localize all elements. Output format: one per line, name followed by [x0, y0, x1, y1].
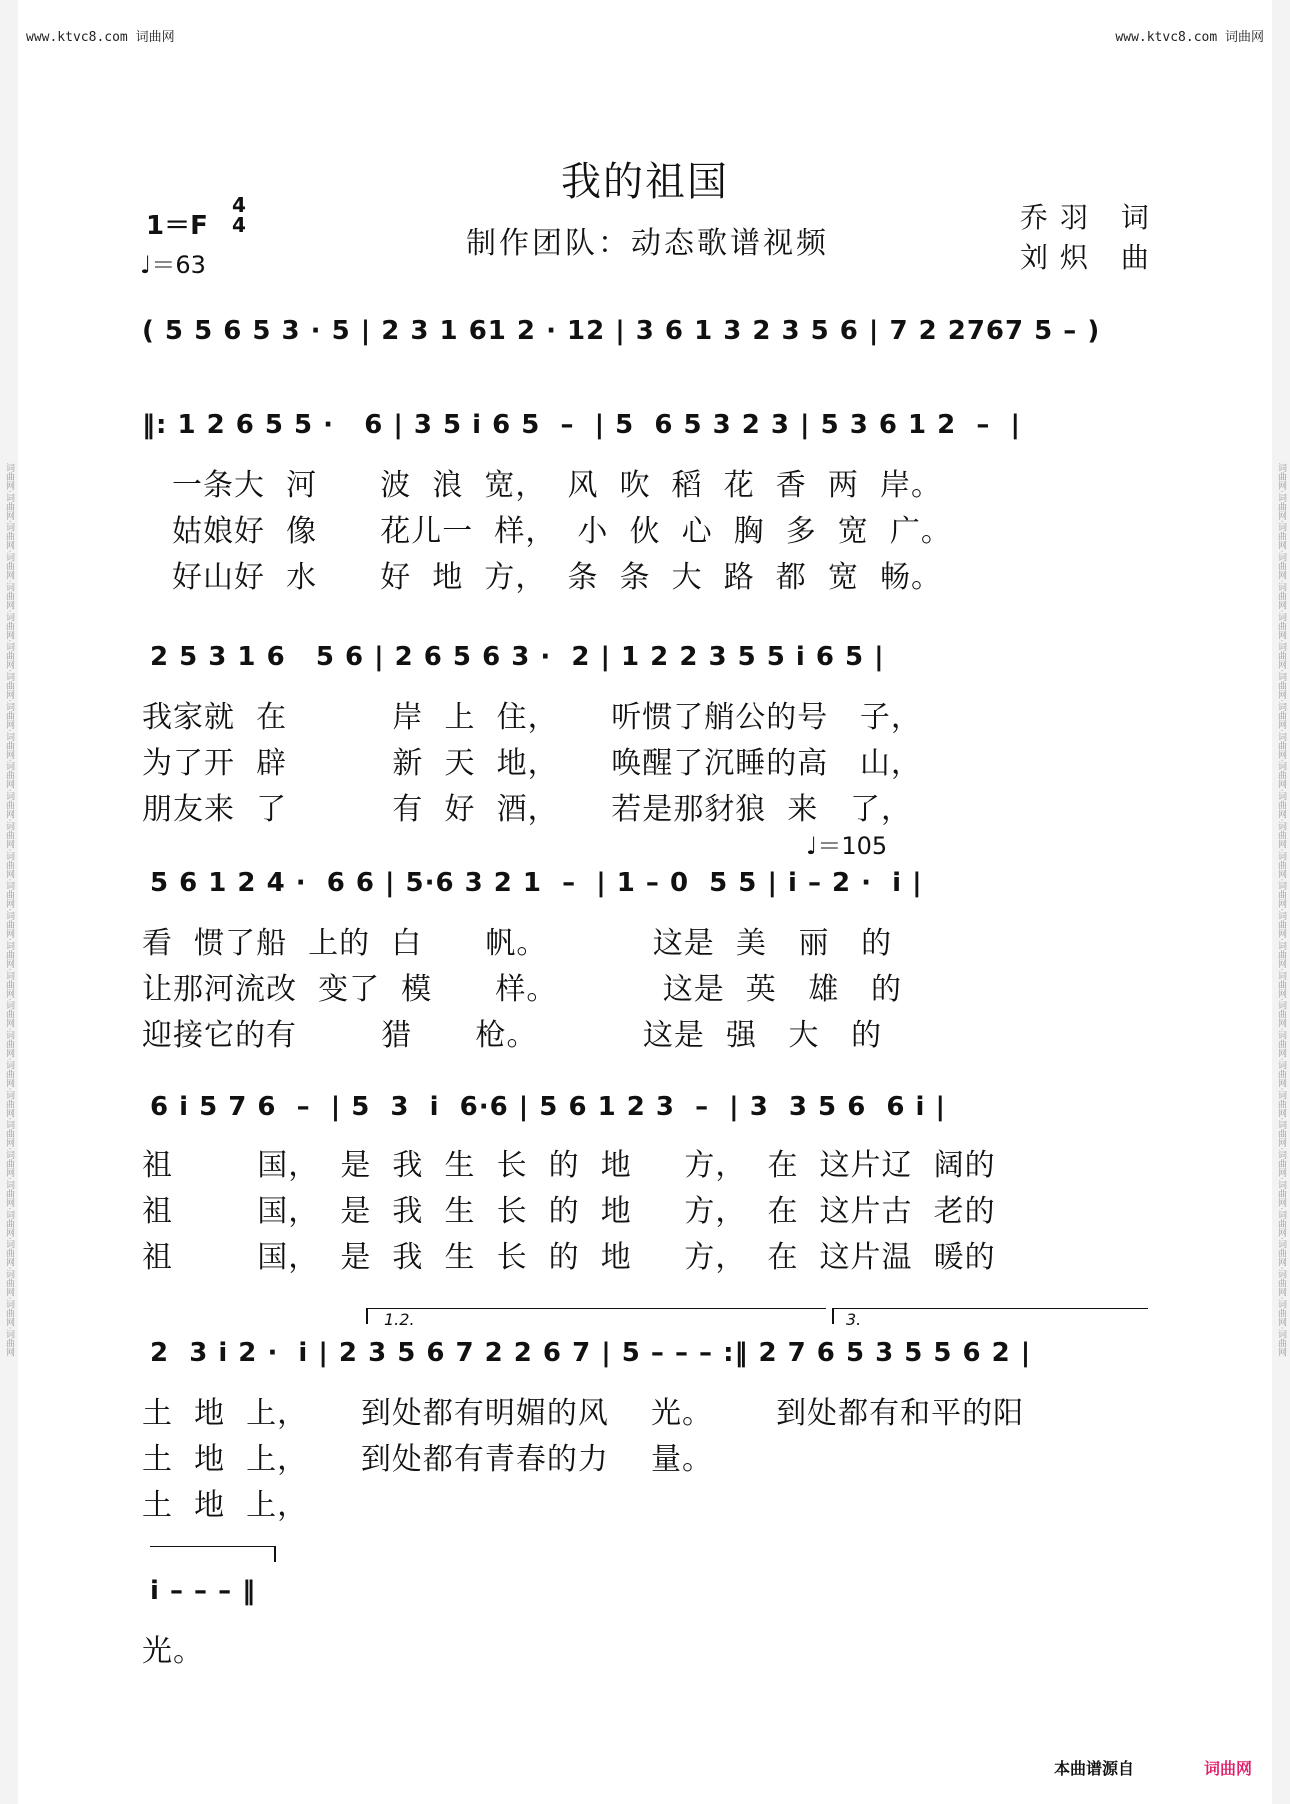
system-1-lyric-3: 好山好 水 好 地 方， 条 条 大 路 都 宽 畅。 [172, 560, 942, 595]
system-4-notes: 6 i 5 7 6 – | 5 3 i 6·6 | 5 6 1 2 3 – | 3 3 5 6 6 i | [150, 1092, 946, 1122]
volta-bracket-1-hook [366, 1308, 368, 1324]
system-5-notes: 2 3 i 2 · i | 2 3 5 6 7 2 2 6 7 | 5 – – – :‖ 2 7 6 5 3 5 5 6 2 | [150, 1338, 1032, 1368]
system-4-lyric-2: 祖 国， 是 我 生 长 的 地 方， 在 这片古 老的 [142, 1194, 996, 1229]
volta-bracket-3 [150, 1546, 276, 1547]
volta-label-2: 3. [846, 1310, 862, 1329]
volta-bracket-3-hook [274, 1546, 276, 1562]
system-2-lyric-2: 为了开 辟 新 天 地， 唤醒了沉睡的高 山， [142, 746, 922, 781]
system-5-lyric-1: 土 地 上， 到处都有明媚的风 光。 到处都有和平的阳 [142, 1396, 1025, 1431]
system-1-lyric-2: 姑娘好 像 花儿一 样， 小 伙 心 胸 多 宽 广。 [172, 514, 952, 549]
system-2-notes: 2 5 3 1 6 5 6 | 2 6 5 6 3 · 2 | 1 2 2 3 5 5 i 6 5 | [150, 642, 885, 672]
right-watermark-strip [1272, 0, 1290, 1804]
system-6-lyric: 光。 [142, 1634, 204, 1669]
system-3-notes: 5 6 1 2 4 · 6 6 | 5·6 3 2 1 – | 1 – 0 5 5 | i – 2 · i | [150, 868, 923, 898]
right-watermark: 词曲网·词曲网·词曲网·词曲网·词曲网·词曲网·词曲网·词曲网·词曲网·词曲网·词曲网·词曲网·词曲网·词曲网·词曲网·词曲网·词曲网·词曲网·词曲网·词曲网·词曲网·词曲网·词曲网·词曲网·词曲网·词曲网·词曲网·词曲网·词曲网·词曲网 [1276, 463, 1286, 1357]
lyricist-credit: 乔羽 词 [1020, 201, 1161, 234]
system-3-lyric-1: 看 惯了船 上的 白 帆。 这是 美 丽 的 [142, 926, 893, 961]
header-site-left[interactable]: www.ktvc8.com 词曲网 [26, 30, 175, 45]
system-1-notes: ‖: 1 2 6 5 5 · 6 | 3 5 i 6 5 – | 5 6 5 3 2 3 | 5 3 6 1 2 – | [142, 410, 1021, 440]
composer-credit: 刘炽 曲 [1020, 241, 1161, 274]
left-watermark-strip [0, 0, 18, 1804]
system-5-lyric-2: 土 地 上， 到处都有青春的力 量。 [142, 1442, 713, 1477]
intro-notes: ( 5 5 6 5 3 · 5 | 2 3 1 61 2 · 12 | 3 6 1 3 2 3 5 6 | 7 2 2767 5 – ) [142, 316, 1101, 346]
footer-brand-link[interactable]: 词曲网 [1204, 1759, 1253, 1778]
left-watermark: 词曲网·词曲网·词曲网·词曲网·词曲网·词曲网·词曲网·词曲网·词曲网·词曲网·词曲网·词曲网·词曲网·词曲网·词曲网·词曲网·词曲网·词曲网·词曲网·词曲网·词曲网·词曲网·词曲网·词曲网·词曲网·词曲网·词曲网·词曲网·词曲网·词曲网 [4, 463, 14, 1357]
tempo-marking: ♩＝63 [140, 251, 206, 279]
volta-label-1: 1.2. [384, 1310, 415, 1329]
volta-bracket-2-hook [832, 1308, 834, 1324]
song-title: 我的祖国 [561, 159, 729, 205]
system-3-lyric-3: 迎接它的有 猎 枪。 这是 强 大 的 [142, 1018, 883, 1053]
tempo-change: ♩＝105 [806, 832, 888, 860]
system-4-lyric-3: 祖 国， 是 我 生 长 的 地 方， 在 这片温 暖的 [142, 1240, 996, 1275]
system-5-lyric-3: 土 地 上， [142, 1488, 309, 1523]
footer-source-text: 本曲谱源自 [1054, 1759, 1135, 1778]
production-team: 制作团队：动态歌谱视频 [466, 226, 829, 261]
time-signature [232, 195, 246, 235]
volta-bracket-2 [832, 1308, 1148, 1309]
volta-bracket-1 [366, 1308, 826, 1309]
system-4-lyric-1: 祖 国， 是 我 生 长 的 地 方， 在 这片辽 阔的 [142, 1148, 996, 1183]
time-sig-top: 4 [232, 193, 246, 217]
time-sig-bottom: 4 [232, 213, 246, 237]
system-6-notes: i – – – ‖ [150, 1576, 257, 1606]
system-1-lyric-1: 一条大 河 波 浪 宽， 风 吹 稻 花 香 两 岸。 [172, 468, 942, 503]
key-signature: 1＝F [146, 211, 208, 241]
system-2-lyric-3: 朋友来 了 有 好 酒， 若是那豺狼 来 了， [142, 792, 912, 827]
system-3-lyric-2: 让那河流改 变了 模 样。 这是 英 雄 的 [142, 972, 903, 1007]
system-2-lyric-1: 我家就 在 岸 上 住， 听惯了艄公的号 子， [142, 700, 922, 735]
header-site-right[interactable]: www.ktvc8.com 词曲网 [1115, 30, 1264, 45]
